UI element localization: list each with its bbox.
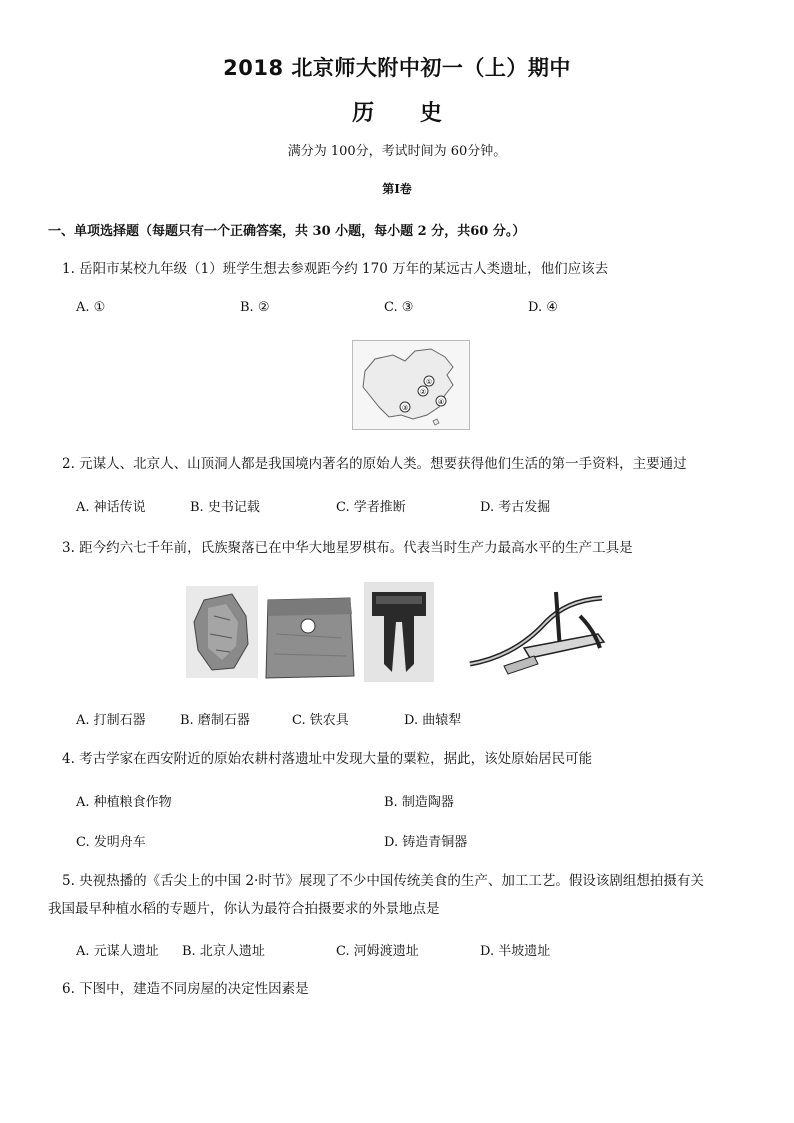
q4-option-d: D. 铸造青铜器 — [384, 835, 468, 850]
exam-info: 满分为 100分，考试时间为 60分钟。 — [287, 144, 507, 159]
volume-label: 第Ⅰ卷 — [382, 182, 412, 196]
paper-title: 2018 北京师大附中初一（上）期中 — [223, 56, 571, 80]
q5-option-a: A. 元谋人遗址 — [76, 944, 159, 959]
q5-option-d: D. 半坡遗址 — [480, 944, 551, 959]
polished-stone-tool-figure — [262, 594, 356, 682]
q4-option-c: C. 发明舟车 — [76, 835, 146, 850]
subject-title: 历 史 — [352, 101, 442, 126]
china-map-icon — [353, 341, 469, 429]
q3-option-b: B. 磨制石器 — [180, 713, 250, 728]
china-map-figure — [352, 340, 470, 430]
question-6-stem: 6. 下图中，建造不同房屋的决定性因素是 — [62, 981, 309, 997]
section-heading: 一、单项选择题（每题只有一个正确答案，共 30 小题，每小题 2 分，共60 分。） — [48, 224, 526, 239]
q1-option-d: D. ④ — [528, 300, 558, 315]
map-label-4: ④ — [437, 398, 445, 406]
q5-option-b: B. 北京人遗址 — [182, 944, 265, 959]
q2-option-a: A. 神话传说 — [76, 500, 146, 515]
q5-option-c: C. 河姆渡遗址 — [336, 944, 419, 959]
polished-stone-icon — [262, 594, 356, 682]
q2-option-c: C. 学者推断 — [336, 500, 406, 515]
q4-option-a: A. 种植粮食作物 — [76, 795, 172, 810]
q4-option-b: B. 制造陶器 — [384, 795, 454, 810]
iron-farm-tool-icon — [364, 582, 434, 682]
curved-plow-icon — [464, 586, 630, 682]
question-1-stem: 1. 岳阳市某校九年级（1）班学生想去参观距今约 170 万年的某远古人类遗址，他们应该去 — [62, 261, 609, 277]
question-2-stem: 2. 元谋人、北京人、山顶洞人都是我国境内著名的原始人类。想要获得他们生活的第一手资料，主要通过 — [62, 456, 687, 472]
q2-option-b: B. 史书记载 — [190, 500, 260, 515]
question-5-stem-line2: 我国最早种植水稻的专题片，你认为最符合拍摄要求的外景地点是 — [48, 901, 440, 917]
map-label-1: ① — [425, 378, 433, 386]
q1-option-a: A. ① — [76, 300, 106, 315]
q3-option-d: D. 曲辕犁 — [404, 713, 462, 728]
question-4-stem: 4. 考古学家在西安附近的原始农耕村落遗址中发现大量的粟粒，据此，该处原始居民可能 — [62, 751, 593, 767]
q2-option-d: D. 考古发掘 — [480, 500, 551, 515]
chipped-stone-tool-figure — [186, 586, 258, 678]
map-label-3: ③ — [401, 404, 409, 412]
curved-plow-figure — [464, 586, 630, 682]
q1-option-c: C. ③ — [384, 300, 414, 315]
question-5-stem-line1: 5. 央视热播的《舌尖上的中国 2·时节》展现了不少中国传统美食的生产、加工工艺。假设该剧组想拍摄有关 — [62, 873, 704, 889]
chipped-stone-icon — [186, 586, 258, 678]
map-label-2: ② — [419, 388, 427, 396]
q3-option-a: A. 打制石器 — [76, 713, 146, 728]
q1-option-b: B. ② — [240, 300, 270, 315]
iron-tool-figure — [364, 582, 434, 682]
q3-option-c: C. 铁农具 — [292, 713, 349, 728]
question-3-stem: 3. 距今约六七千年前，氏族聚落已在中华大地星罗棋布。代表当时生产力最高水平的生产工具是 — [62, 540, 633, 556]
